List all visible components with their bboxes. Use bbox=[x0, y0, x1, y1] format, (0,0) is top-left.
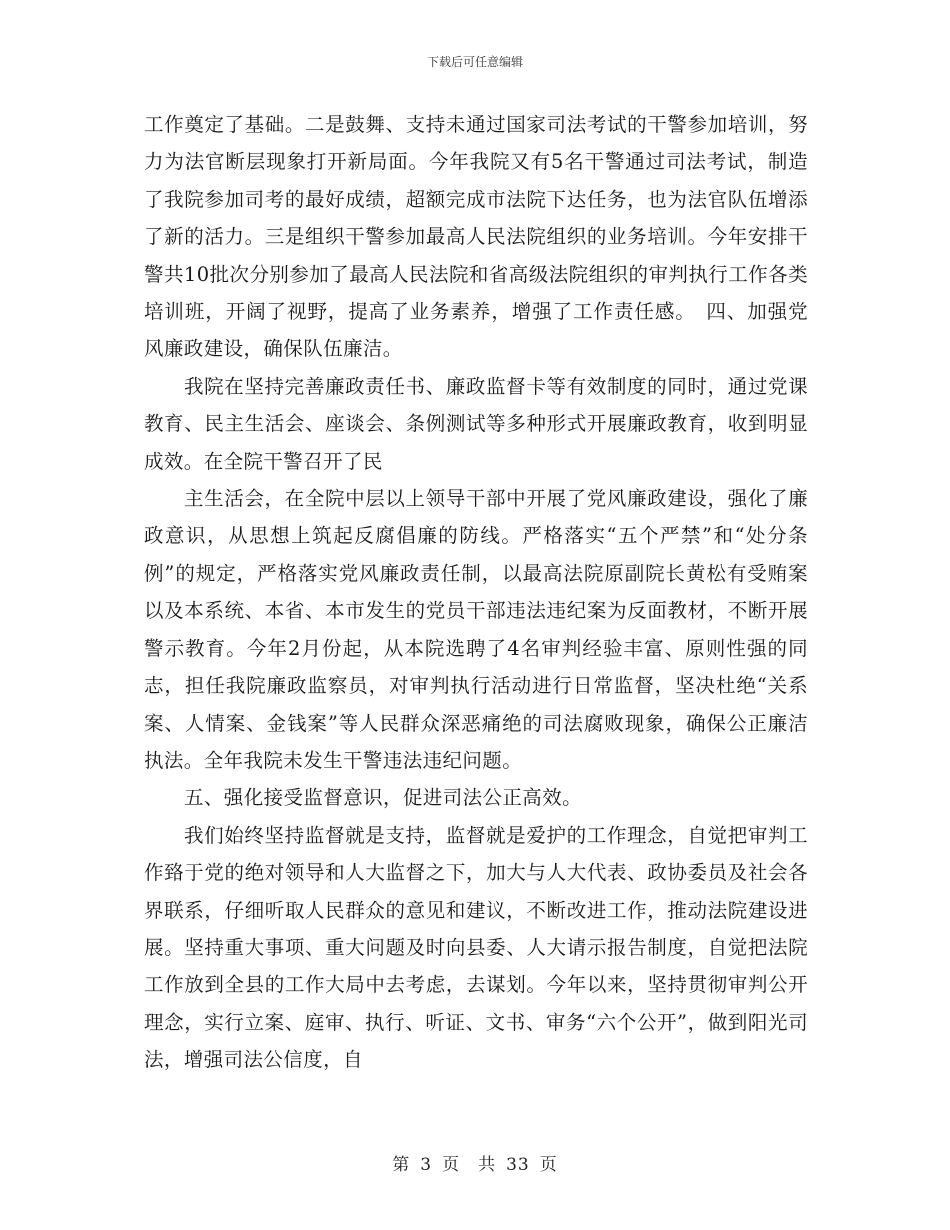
current-page-number: 3 bbox=[420, 1155, 433, 1175]
footer-prefix: 第 bbox=[392, 1155, 411, 1175]
footer-middle: 页 共 bbox=[442, 1155, 497, 1175]
section-heading-5: 五、强化接受监督意识，促进司法公正高效。 bbox=[184, 786, 583, 810]
paragraph-5: 我们始终坚持监督就是支持，监督就是爱护的工作理念，自觉把审判工作臵于党的绝对领导和人大监督之下，加大与人大代表、政协委员及社会各界联系，仔细听取人民群众的意见和建议，不断改进工作，推动法院建设进展。坚持重大事项、重大问题及时向县委、人大请示报告制度，自觉把法院工作放到全县的工作大局中去考虑，去谋划。今年以来，坚持贯彻审判公开理念，实行立案、庭审、执行、听证、文书、审务“六个公开”，做到阳光司法，增强司法公信度，自 bbox=[144, 823, 808, 1072]
page-header: 下载后可任意编辑 bbox=[426, 55, 523, 69]
paragraph-2: 我院在坚持完善廉政责任书、廉政监督卡等有效制度的同时，通过党课教育、民主生活会、座谈会、条例测试等多种形式开展廉政教育，收到明显成效。在全院干警召开了民 bbox=[144, 374, 808, 473]
total-pages-number: 33 bbox=[506, 1155, 530, 1175]
paragraph-1: 工作奠定了基础。二是鼓舞、支持未通过国家司法考试的干警参加培训，努力为法官断层现象打开新局面。今年我院又有5名干警通过司法考试，制造了我院参加司考的最好成绩，超额完成市法院下达任务，也为法官队伍增添了新的活力。三是组织干警参加最高人民法院组织的业务培训。今年安排干警共10批次分别参加了最高人民法院和省高级法院组织的审判执行工作各类培训班，开阔了视野，提高了业务素养，增强了工作责任感。 四、加强党风廉政建设，确保队伍廉洁。 bbox=[144, 113, 808, 361]
paragraph-3: 主生活会，在全院中层以上领导干部中开展了党风廉政建设，强化了廉政意识，从思想上筑起反腐倡廉的防线。严格落实“五个严禁”和“处分条例”的规定，严格落实党风廉政责任制，以最高法院原副院长黄松有受贿案以及本系统、本省、本市发生的党员干部违法违纪案为反面教材，不断开展警示教育。今年2月份起，从本院选聘了4名审判经验丰富、原则性强的同志，担任我院廉政监察员，对审判执行活动进行日常监督，坚决杜绝“关系案、人情案、金钱案”等人民群众深恶痛绝的司法腐败现象，确保公正廉洁执法。全年我院未发生干警违法违纪问题。 bbox=[144, 487, 808, 772]
document-body bbox=[144, 106, 808, 1079]
footer-suffix: 页 bbox=[539, 1155, 558, 1175]
page-footer bbox=[0, 1155, 950, 1175]
